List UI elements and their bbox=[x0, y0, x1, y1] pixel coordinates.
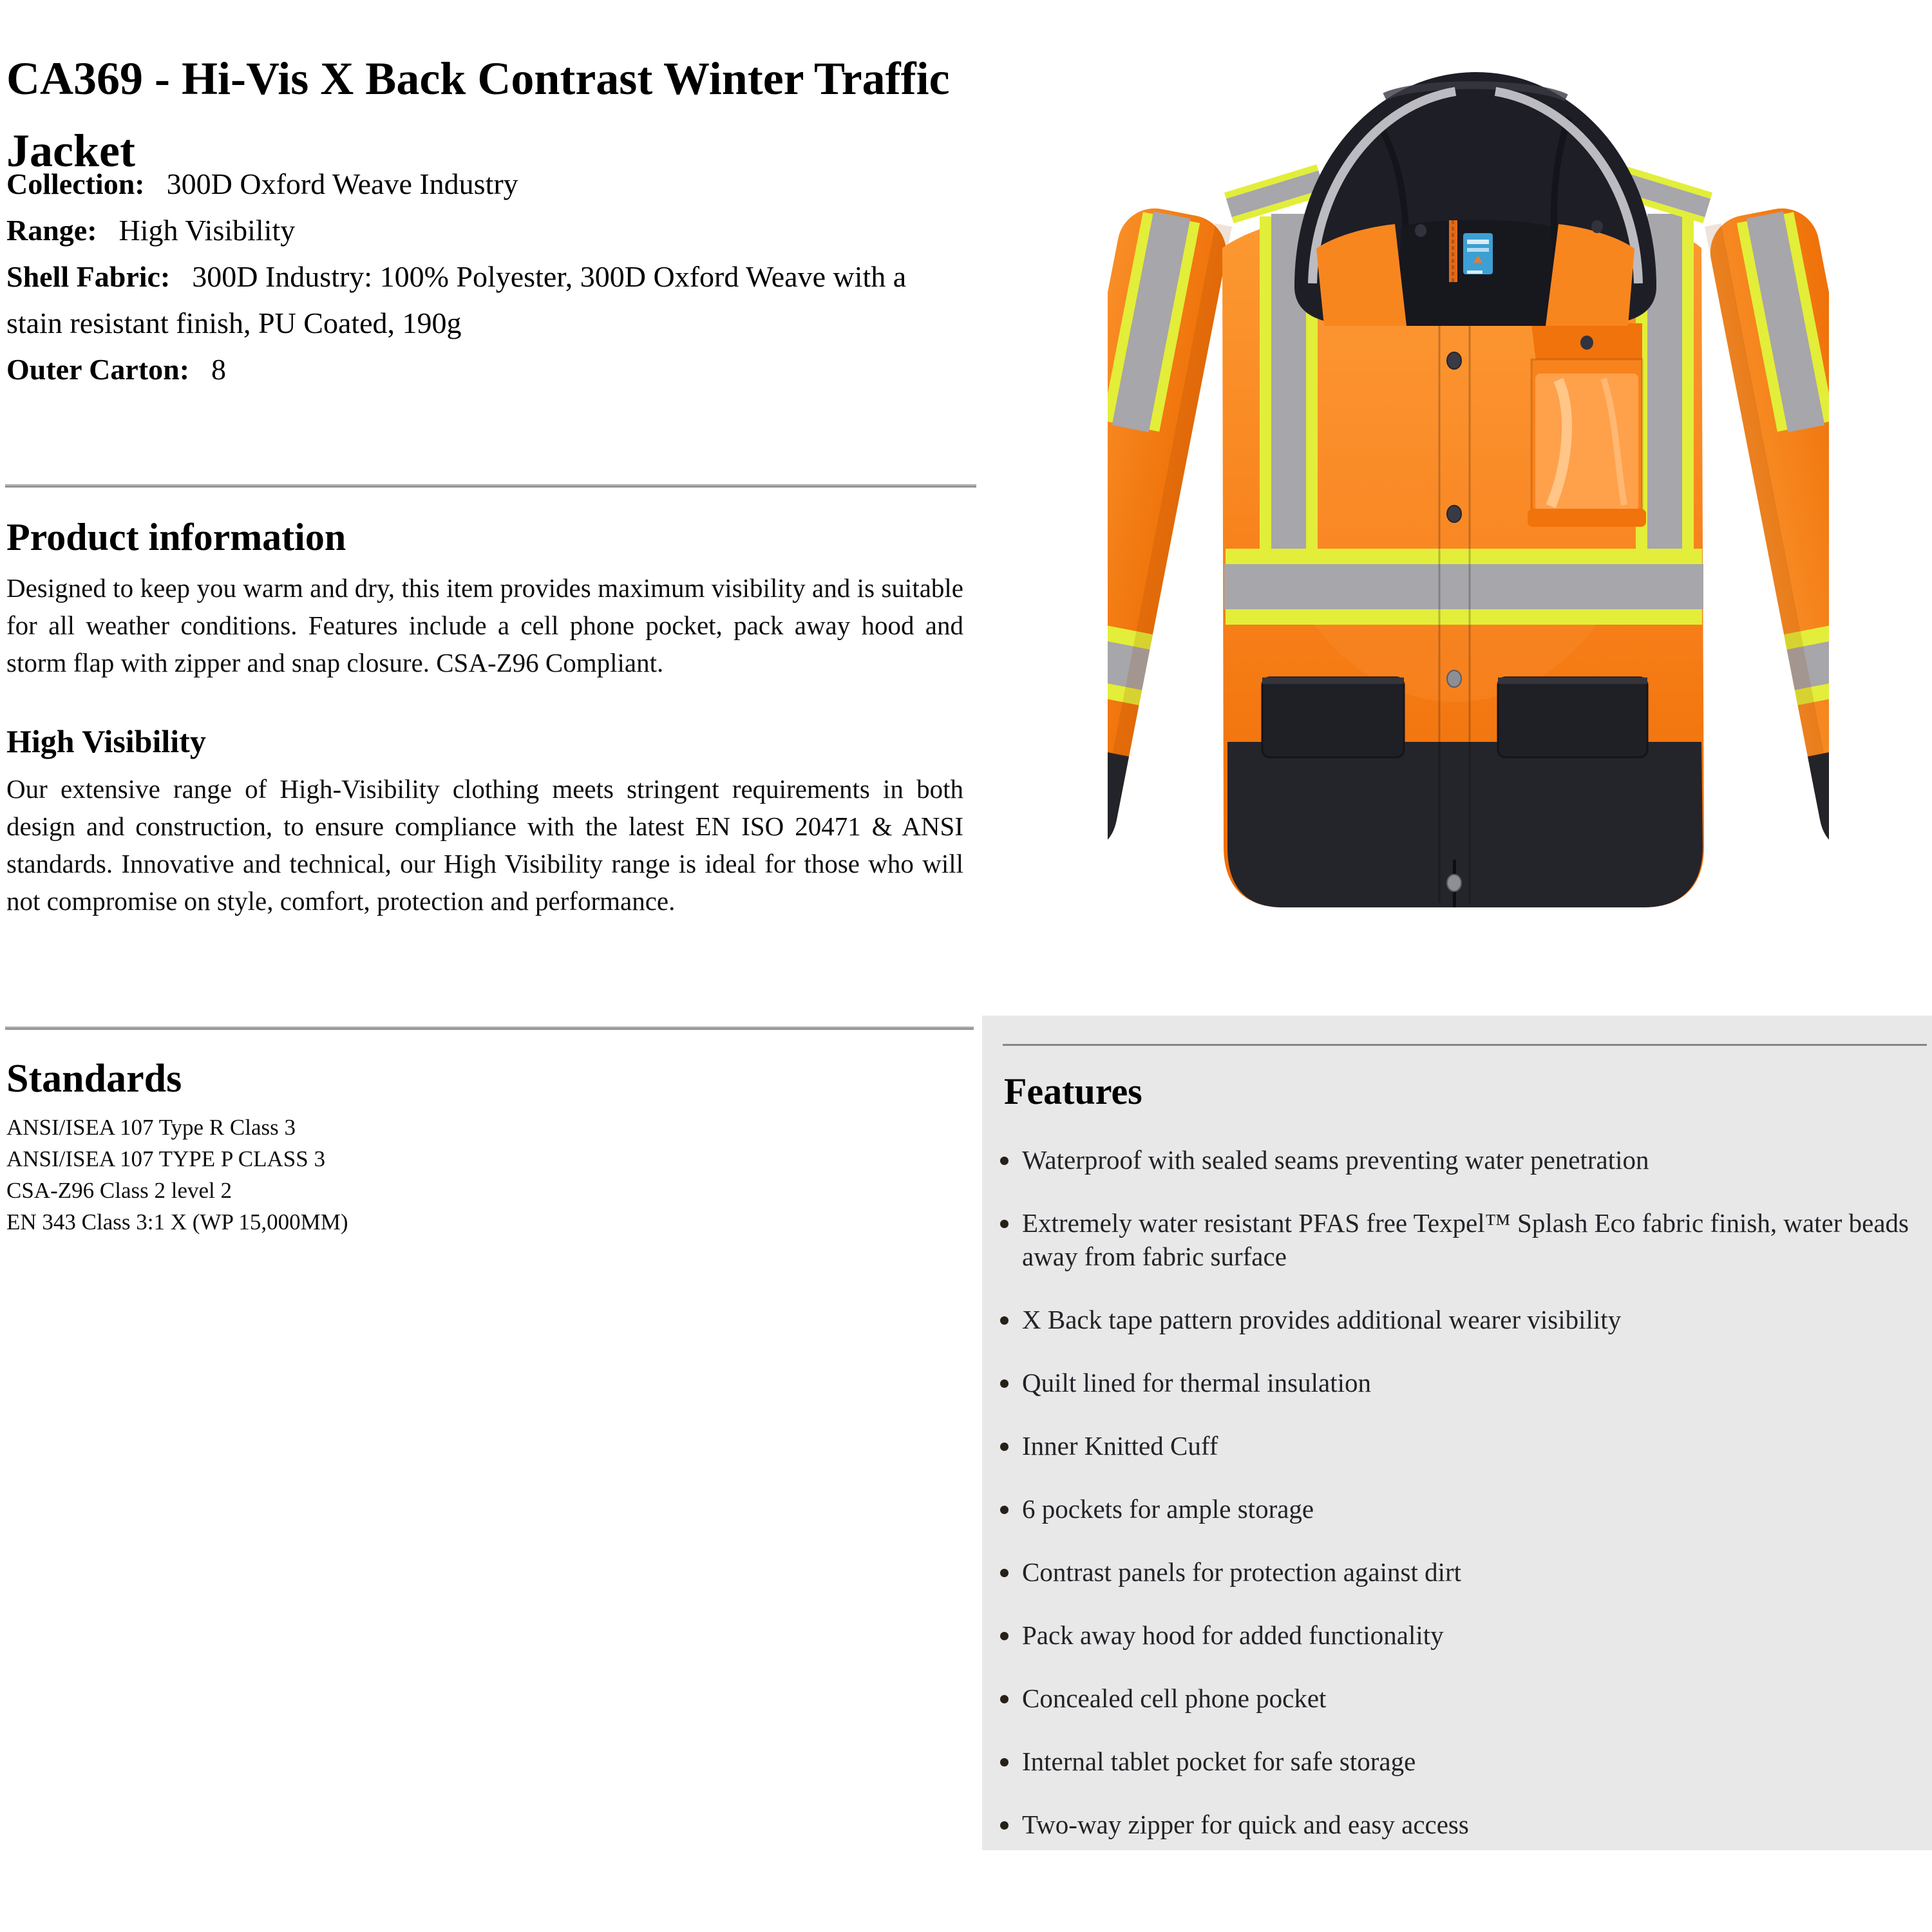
page-title: CA369 - Hi-Vis X Back Contrast Winter Traffic Jacket bbox=[6, 53, 950, 176]
meta-value: 8 bbox=[211, 353, 227, 386]
meta-row-shell-fabric bbox=[6, 254, 940, 346]
high-visibility-body: Our extensive range of High-Visibility clothing meets stringent requirements in both design and construction, to ensure compliance with the latest EN ISO 20471 & ANSI standards. Innovative and technical, our High Visibility range is ideal for those who will not compromise on style, comfort, protection and performance. bbox=[6, 774, 963, 916]
section-divider bbox=[5, 484, 976, 488]
feature-item: Extremely water resistant PFAS free Texpel™ Splash Eco fabric finish, water beads away from fabric surface bbox=[982, 1206, 1909, 1273]
feature-item: Concealed cell phone pocket bbox=[982, 1681, 1909, 1715]
features-divider bbox=[1003, 1044, 1927, 1046]
product-information-body: Designed to keep you warm and dry, this item provides maximum visibility and is suitable for all weather conditions. Features include a cell phone pocket, pack away hood and storm flap with zipper and snap closure. CSA-Z96 Compliant. bbox=[6, 573, 963, 677]
product-information-heading: Product information bbox=[6, 516, 346, 558]
jacket-collar bbox=[1316, 220, 1634, 327]
standards-item: CSA-Z96 Class 2 level 2 bbox=[6, 1178, 232, 1203]
feature-item: X Back tape pattern provides additional wearer visibility bbox=[982, 1303, 1909, 1336]
standards-item: EN 343 Class 3:1 X (WP 15,000MM) bbox=[6, 1209, 348, 1235]
meta-label: Range: bbox=[6, 214, 97, 247]
standards-item: ANSI/ISEA 107 TYPE P CLASS 3 bbox=[6, 1146, 325, 1171]
meta-value: 300D Industry: 100% Polyester, 300D Oxford Weave with a stain resistant finish, PU Coated, 190g bbox=[6, 260, 907, 339]
features-list bbox=[982, 1143, 1922, 1850]
standards-list bbox=[6, 1112, 348, 1238]
meta-label: Collection: bbox=[6, 167, 145, 200]
feature-item: Pack away hood for added functionality bbox=[982, 1618, 1909, 1652]
feature-item: Internal tablet pocket for safe storage bbox=[982, 1745, 1909, 1778]
meta-row-outer-carton bbox=[6, 346, 940, 393]
feature-item: Inner Knitted Cuff bbox=[982, 1429, 1909, 1463]
meta-value: 300D Oxford Weave Industry bbox=[166, 167, 518, 200]
product-meta bbox=[6, 161, 940, 393]
standards-item: ANSI/ISEA 107 Type R Class 3 bbox=[6, 1115, 296, 1140]
meta-value: High Visibility bbox=[118, 214, 296, 247]
meta-label: Outer Carton: bbox=[6, 353, 190, 386]
jacket-left-sleeve bbox=[1108, 202, 1233, 855]
brand-label bbox=[1463, 233, 1493, 274]
high-visibility-subheading: High Visibility bbox=[6, 723, 206, 759]
jacket-right-sleeve bbox=[1704, 202, 1829, 855]
feature-item: Contrast panels for protection against dirt bbox=[982, 1555, 1909, 1589]
features-heading: Features bbox=[1004, 1070, 1142, 1112]
feature-item: Waterproof with sealed seams preventing water penetration bbox=[982, 1143, 1909, 1177]
meta-row-collection bbox=[6, 161, 940, 207]
features-panel bbox=[982, 1016, 1932, 1850]
jacket-illustration bbox=[1108, 58, 1829, 921]
section-divider bbox=[5, 1027, 974, 1030]
feature-item: 6 pockets for ample storage bbox=[982, 1492, 1909, 1526]
standards-heading: Standards bbox=[6, 1057, 182, 1101]
product-image-jacket bbox=[1108, 58, 1829, 921]
feature-item: Two-way zipper for quick and easy access bbox=[982, 1808, 1909, 1841]
meta-label: Shell Fabric: bbox=[6, 260, 171, 293]
feature-item: Quilt lined for thermal insulation bbox=[982, 1366, 1909, 1399]
meta-row-range bbox=[6, 207, 940, 254]
